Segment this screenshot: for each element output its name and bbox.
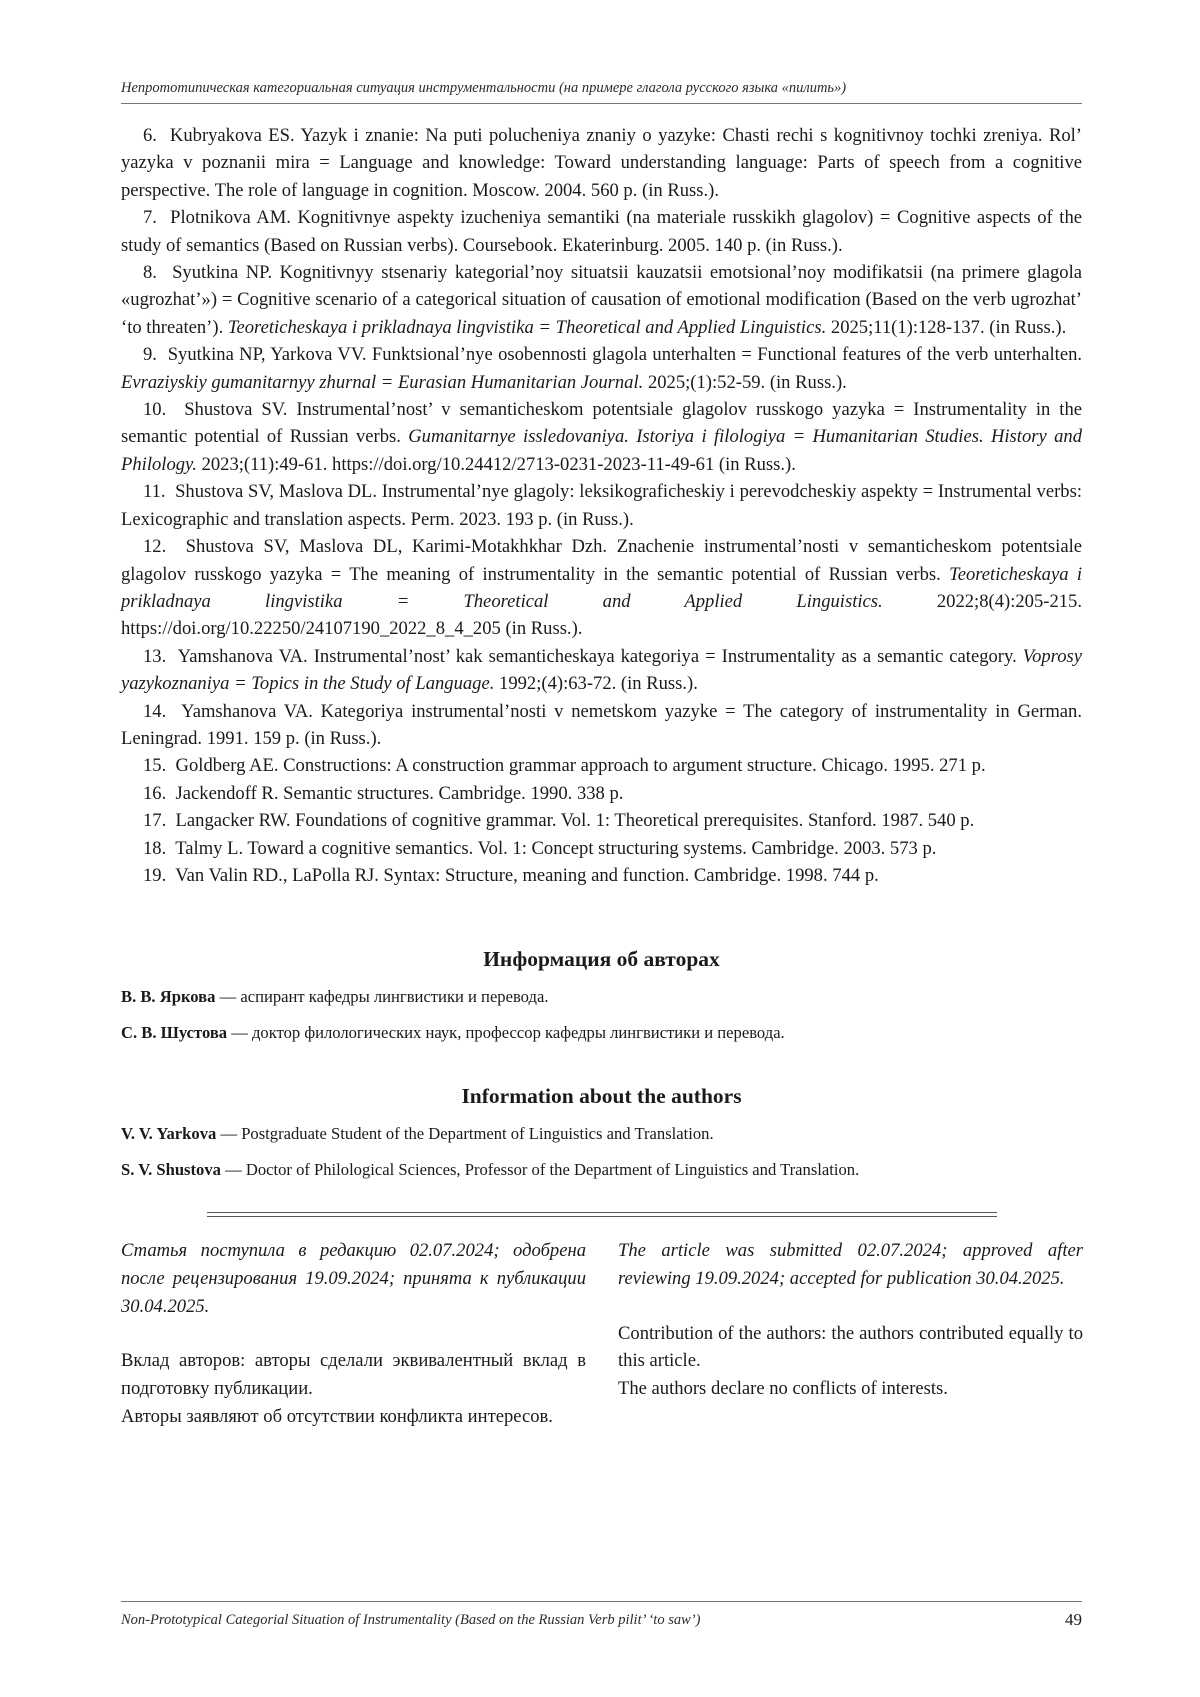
conflict-statement: The authors declare no conflicts of interests. xyxy=(618,1378,948,1400)
reference-item: 9. Syutkina NP, Yarkova VV. Funktsional’nye osobennosti glagola unterhalten = Functional features of the verb unterhalten. Evraziyskiy gumanitarnyy zhurnal = Eurasian Humanitarian Journal. 2025;(1):52-59. (in Russ.). xyxy=(121,344,1083,393)
journal-title: Voprosy yazykoznaniya = Topics in the Study of Language. xyxy=(121,645,1083,695)
author-entry: В. В. Яркова — аспирант кафедры лингвистики и перевода. xyxy=(121,987,549,1006)
conflict-statement: Авторы заявляют об отсутствии конфликта интересов. xyxy=(121,1405,553,1427)
reference-item: 7. Plotnikova AM. Kognitivnye aspekty izucheniya semantiki (na materiale russkikh glagolov) = Cognitive aspects of the study of semantics (Based on Russian verbs). Coursebook. Ekaterinburg. 2005. 140 p. (in Russ.). xyxy=(121,207,1083,256)
reference-number: 17. xyxy=(143,810,167,832)
authors-info-heading-ru: Информация об авторах xyxy=(483,947,720,971)
reference-item: 15. Goldberg AE. Constructions: A construction grammar approach to argument structure. Chicago. 1995. 271 p. xyxy=(143,755,986,777)
reference-item: 17. Langacker RW. Foundations of cognitive grammar. Vol. 1: Theoretical prerequisites. Stanford. 1987. 540 p. xyxy=(143,810,975,832)
footer-rule xyxy=(121,1601,1082,1602)
reference-item: 8. Syutkina NP. Kognitivnyy stsenariy kategorial’noy situatsii kauzatsii emotsional’noy modifikatsii (na primere glagola «ugrozhat’») = Cognitive scenario of a categorical situation of causation of emotional modification (Based on the verb ugrozhat’ ‘to threaten’). Teoreticheskaya i prikladnaya lingvistika = Theoretical and Applied Linguistics. 2025;11(1):128-137. (in Russ.). xyxy=(121,262,1082,338)
reference-number: 19. xyxy=(143,864,167,886)
running-footer: Non-Prototypical Categorial Situation of Instrumentality (Based on the Russian Verb pilit’ ‘to saw’) xyxy=(121,1612,701,1628)
reference-list xyxy=(121,122,1082,889)
submission-dates: The article was submitted 02.07.2024; approved after reviewing 19.09.2024; accepted for publication 30.04.2025. xyxy=(618,1240,1083,1289)
author-name: S. V. Shustova xyxy=(121,1160,221,1179)
reference-item: 19. Van Valin RD., LaPolla RJ. Syntax: Structure, meaning and function. Cambridge. 1998. 744 p. xyxy=(143,864,879,886)
submission-dates: Статья поступила в редакцию 02.07.2024; одобрена после рецензирования 19.09.2024; принята к публикации 30.04.2025. xyxy=(121,1240,586,1317)
article-meta-en xyxy=(618,1237,1083,1403)
reference-number: 14. xyxy=(143,700,167,722)
reference-item: 14. Yamshanova VA. Kategoriya instrumental’nosti v nemetskom yazyke = The category of instrumentality in German. Leningrad. 1991. 159 p. (in Russ.). xyxy=(121,700,1083,749)
reference-number: 11. xyxy=(143,481,166,503)
reference-item: 10. Shustova SV. Instrumental’nost’ v semanticheskom potentsiale glagolov russkogo yazyka = Instrumentality in the semantic potential of Russian verbs. Gumanitarnye issledovaniya. Istoriya i filologiya = Humanitarian Studies. History and Philology. 2023;(11):49-61. https://doi.org/10.24412/2713-0231-2023-11-49-61 (in Russ.). xyxy=(121,399,1082,475)
page-number: 49 xyxy=(1065,1610,1082,1629)
reference-item: 18. Talmy L. Toward a cognitive semantics. Vol. 1: Concept structuring systems. Cambridge. 2003. 573 p. xyxy=(143,837,937,859)
reference-number: 10. xyxy=(143,399,167,421)
author-name: В. В. Яркова xyxy=(121,987,216,1006)
journal-title: Evraziyskiy gumanitarnyy zhurnal = Eurasian Humanitarian Journal. xyxy=(121,371,644,393)
contribution-statement: Вклад авторов: авторы сделали эквивалентный вклад в подготовку публикации. xyxy=(121,1350,586,1400)
reference-number: 7. xyxy=(143,207,157,229)
reference-item: 13. Yamshanova VA. Instrumental’nost’ kak semanticheskaya kategoriya = Instrumentality as a semantic category. Voprosy yazykoznaniya = Topics in the Study of Language. 1992;(4):63-72. (in Russ.). xyxy=(121,645,1083,695)
reference-number: 13. xyxy=(143,645,167,667)
reference-number: 8. xyxy=(143,262,157,284)
author-entry: S. V. Shustova — Doctor of Philological Sciences, Professor of the Department of Linguistics and Translation. xyxy=(121,1160,860,1179)
reference-item: 6. Kubryakova ES. Yazyk i znanie: Na puti polucheniya znaniy o yazyke: Chasti rechi s kognitivnoy tochki zreniya. Rol’ yazyka v poznanii mira = Language and knowledge: Toward understanding language: Parts of speech from a cognitive perspective. The role of language in cognition. Moscow. 2004. 560 p. (in Russ.). xyxy=(121,125,1083,201)
journal-title: Teoreticheskaya i prikladnaya lingvistika = Theoretical and Applied Linguistics. xyxy=(227,316,827,338)
reference-item: 16. Jackendoff R. Semantic structures. Cambridge. 1990. 338 p. xyxy=(143,782,624,804)
reference-number: 16. xyxy=(143,782,167,804)
reference-number: 12. xyxy=(143,536,167,558)
header-rule xyxy=(121,103,1082,104)
article-meta-ru xyxy=(121,1237,586,1431)
reference-item: 11. Shustova SV, Maslova DL. Instrumental’nye glagoly: leksikograficheskiy i perevodcheskiy aspekty = Instrumental verbs: Lexicographic and translation aspects. Perm. 2023. 193 p. (in Russ.). xyxy=(121,481,1082,530)
double-divider xyxy=(207,1212,997,1217)
author-name: V. V. Yarkova xyxy=(121,1124,217,1143)
reference-number: 18. xyxy=(143,837,167,859)
journal-title: Teoreticheskaya i prikladnaya lingvistika = Theoretical and Applied Linguistics. xyxy=(121,563,1082,612)
authors-info-heading-en: Information about the authors xyxy=(461,1084,742,1108)
author-entry: С. В. Шустова — доктор филологических наук, профессор кафедры лингвистики и перевода. xyxy=(121,1023,785,1042)
journal-page xyxy=(121,0,1082,1697)
reference-number: 9. xyxy=(143,344,157,366)
reference-number: 6. xyxy=(143,125,157,146)
reference-item: 12. Shustova SV, Maslova DL, Karimi-Motakhkhar Dzh. Znachenie instrumental’nosti v semanticheskom potentsiale glagolov russkogo yazyka = The meaning of instrumentality in the semantic potential of Russian verbs. Teoreticheskaya i prikladnaya lingvistika = Theoretical and Applied Linguistics. 2022;8(4):205-215. https://doi.org/10.22250/24107190_2022_8_4_205 (in Russ.). xyxy=(121,536,1083,640)
journal-title: Gumanitarnye issledovaniya. Istoriya i filologiya = Humanitarian Studies. History and Philology. xyxy=(121,426,1082,475)
contribution-statement: Contribution of the authors: the authors contributed equally to this article. xyxy=(618,1322,1083,1372)
running-header: Непрототипическая категориальная ситуация инструментальности (на примере глагола русского языка «пилить») xyxy=(121,80,847,96)
reference-number: 15. xyxy=(143,755,167,777)
author-entry: V. V. Yarkova — Postgraduate Student of the Department of Linguistics and Translation. xyxy=(121,1124,714,1143)
author-name: С. В. Шустова xyxy=(121,1023,228,1042)
